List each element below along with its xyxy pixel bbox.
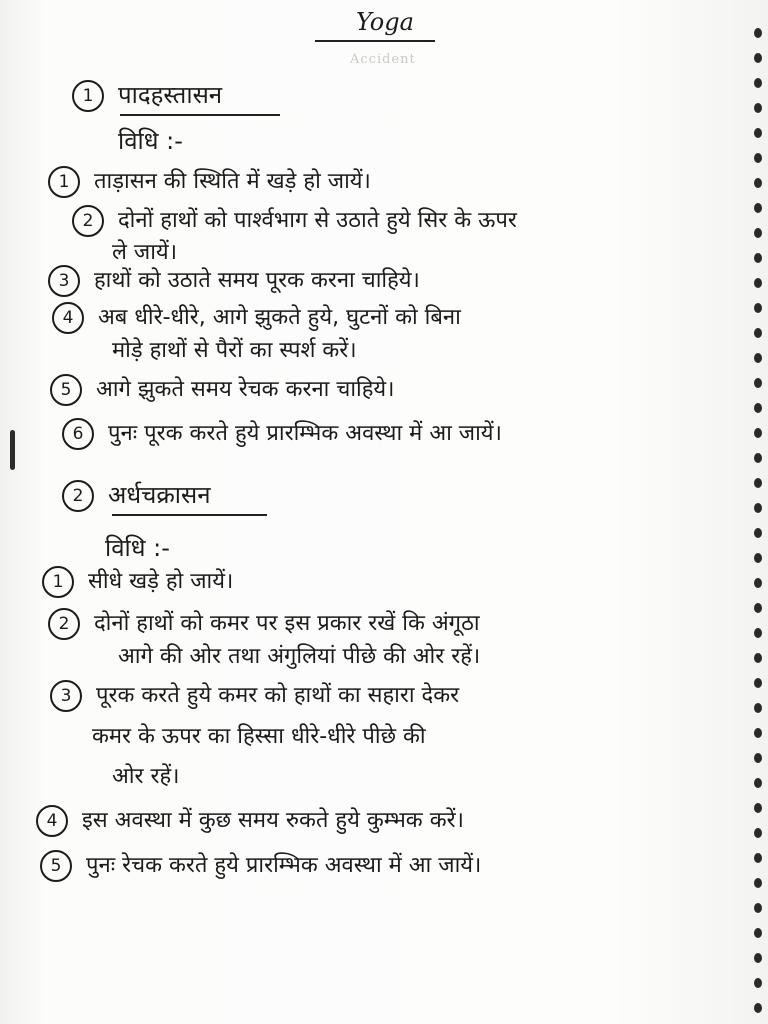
binding-hole bbox=[754, 53, 762, 63]
binding-hole bbox=[754, 628, 762, 638]
section1-step-text: दोनों हाथों को पार्श्वभाग से उठाते हुये सिर के ऊपर bbox=[118, 208, 517, 233]
section2-step-text: इस अवस्था में कुछ समय रुकते हुये कुम्भक करें। bbox=[82, 808, 464, 833]
binding-hole bbox=[754, 653, 762, 663]
section1-step-row bbox=[112, 238, 177, 268]
section2-step-text: दोनों हाथों को कमर पर इस प्रकार रखें कि अंगूठा bbox=[94, 611, 480, 636]
binding-hole bbox=[754, 103, 762, 113]
section2-step-row bbox=[50, 680, 459, 712]
binding-hole bbox=[754, 78, 762, 88]
binding-hole bbox=[754, 578, 762, 588]
section2-step-row bbox=[48, 608, 480, 640]
section1-step-row bbox=[52, 302, 461, 334]
page-title: Yoga bbox=[356, 8, 414, 36]
section1-step-row bbox=[72, 205, 517, 237]
section2-step-text: ओर रहें। bbox=[112, 764, 180, 789]
binding-hole bbox=[754, 478, 762, 488]
section1-step-number: 2 bbox=[72, 205, 104, 237]
binding-hole bbox=[754, 228, 762, 238]
binding-hole bbox=[754, 178, 762, 188]
section1-step-text: मोड़े हाथों से पैरों का स्पर्श करें। bbox=[112, 338, 357, 363]
binding-hole bbox=[754, 928, 762, 938]
section1-step-number: 6 bbox=[62, 418, 94, 450]
section2-step-text: कमर के ऊपर का हिस्सा धीरे-धीरे पीछे की bbox=[92, 724, 426, 749]
section2-step-row bbox=[112, 762, 180, 792]
section2-step-row bbox=[42, 566, 233, 598]
section1-step-text: हाथों को उठाते समय पूरक करना चाहिये। bbox=[94, 268, 420, 293]
section2-step-number: 5 bbox=[40, 850, 72, 882]
section1-step-row bbox=[62, 418, 502, 450]
binding-hole bbox=[754, 453, 762, 463]
binding-hole bbox=[754, 278, 762, 288]
section2-step-number: 4 bbox=[36, 805, 68, 837]
binding-hole bbox=[754, 678, 762, 688]
binding-hole bbox=[754, 703, 762, 713]
binding-hole bbox=[754, 303, 762, 313]
section2-step-text: आगे की ओर तथा अंगुलियां पीछे की ओर रहें। bbox=[118, 644, 481, 669]
binding-hole bbox=[754, 828, 762, 838]
binding-hole bbox=[754, 528, 762, 538]
binding-hole bbox=[754, 203, 762, 213]
binding-hole bbox=[754, 378, 762, 388]
binding-hole bbox=[754, 1003, 762, 1013]
binding-hole bbox=[754, 953, 762, 963]
section1-step-row bbox=[48, 166, 371, 198]
page-edge-mark bbox=[10, 430, 15, 470]
spiral-binding bbox=[748, 10, 762, 1010]
section1-step-number: 1 bbox=[48, 166, 80, 198]
section1-heading: पादहस्तासन bbox=[118, 81, 223, 109]
binding-hole bbox=[754, 503, 762, 513]
section1-number: 1 bbox=[72, 80, 104, 112]
section1-step-text: अब धीरे-धीरे, आगे झुकते हुये, घुटनों को बिना bbox=[98, 305, 461, 330]
section2-step-row bbox=[92, 722, 426, 752]
binding-hole bbox=[754, 28, 762, 38]
section2-step-text: पूरक करते हुये कमर को हाथों का सहारा देकर bbox=[96, 683, 460, 708]
binding-hole bbox=[754, 753, 762, 763]
faint-bleed-text: Accident bbox=[350, 52, 416, 67]
binding-hole bbox=[754, 853, 762, 863]
binding-hole bbox=[754, 728, 762, 738]
section2-step-text: सीधे खड़े हो जायें। bbox=[88, 569, 234, 594]
binding-hole bbox=[754, 903, 762, 913]
section2-method-label: विधि :- bbox=[105, 534, 170, 562]
binding-hole bbox=[754, 403, 762, 413]
binding-hole bbox=[754, 428, 762, 438]
section2-number: 2 bbox=[62, 480, 94, 512]
section1-step-text: पुनः पूरक करते हुये प्रारम्भिक अवस्था में आ जायें। bbox=[108, 421, 502, 446]
binding-hole bbox=[754, 328, 762, 338]
section1-step-number: 5 bbox=[50, 374, 82, 406]
binding-hole bbox=[754, 253, 762, 263]
section2-step-row bbox=[118, 642, 480, 672]
section1-step-text: ले जायें। bbox=[112, 240, 178, 265]
section2-heading-row bbox=[62, 480, 211, 512]
section1-step-number: 3 bbox=[48, 265, 80, 297]
section1-step-text: आगे झुकते समय रेचक करना चाहिये। bbox=[96, 377, 395, 402]
title-underline bbox=[315, 40, 435, 42]
section2-step-number: 3 bbox=[50, 680, 82, 712]
section1-heading-underline bbox=[120, 114, 280, 116]
section1-step-text: ताड़ासन की स्थिति में खड़े हो जायें। bbox=[94, 169, 371, 194]
binding-hole bbox=[754, 778, 762, 788]
binding-hole bbox=[754, 603, 762, 613]
section2-step-row bbox=[36, 805, 464, 837]
binding-hole bbox=[754, 128, 762, 138]
binding-hole bbox=[754, 878, 762, 888]
section1-step-row bbox=[50, 374, 395, 406]
section2-step-text: पुनः रेचक करते हुये प्रारम्भिक अवस्था में आ जायें। bbox=[86, 853, 482, 878]
section2-step-number: 1 bbox=[42, 566, 74, 598]
section2-step-row bbox=[40, 850, 481, 882]
section2-heading: अर्धचक्रासन bbox=[108, 481, 211, 509]
binding-hole bbox=[754, 353, 762, 363]
section2-heading-underline bbox=[112, 514, 267, 516]
section1-step-row bbox=[48, 265, 420, 297]
binding-hole bbox=[754, 978, 762, 988]
section1-step-number: 4 bbox=[52, 302, 84, 334]
section2-step-number: 2 bbox=[48, 608, 80, 640]
section1-step-row bbox=[112, 336, 357, 366]
section1-heading-row bbox=[72, 80, 222, 112]
binding-hole bbox=[754, 553, 762, 563]
binding-hole bbox=[754, 153, 762, 163]
binding-hole bbox=[754, 803, 762, 813]
section1-method-label: विधि :- bbox=[118, 127, 183, 155]
